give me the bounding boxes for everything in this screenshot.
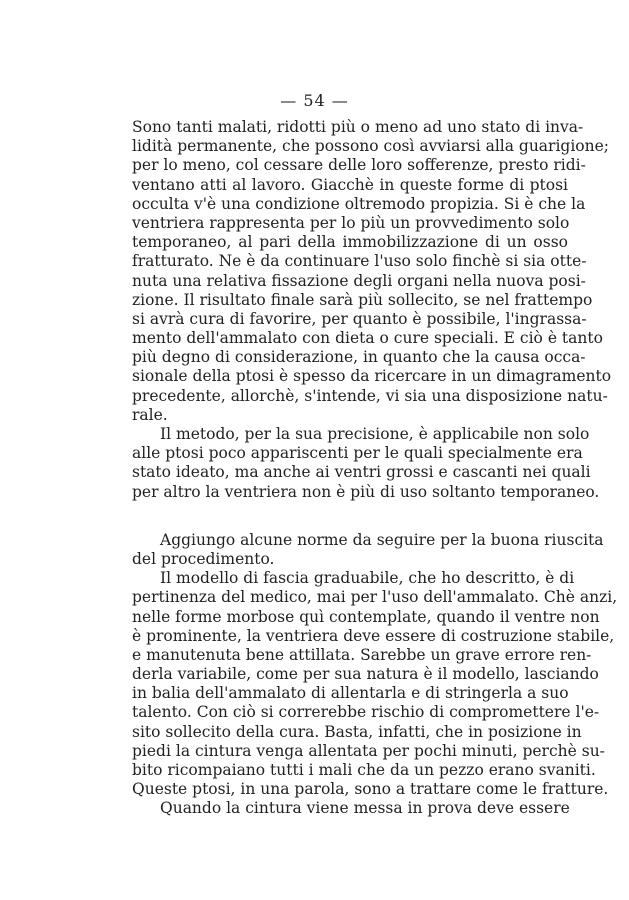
- text-line: ventriera rappresenta per lo più un provvedimento solo: [132, 213, 570, 232]
- text-line: alle ptosi poco appariscenti per le quali specialmente era: [132, 444, 583, 463]
- paragraph: [132, 530, 604, 569]
- text-line: più degno di considerazione, in quanto che la causa occa-: [132, 348, 586, 367]
- text-line: Quando la cintura viene messa in prova deve essere: [160, 799, 570, 818]
- text-line: si avrà cura di favorire, per quanto è possibile, l'ingrassa-: [132, 309, 587, 328]
- paragraph: [132, 799, 568, 818]
- text-line: mento dell'ammalato con dieta o cure speciali. E ciò è tanto: [132, 329, 603, 348]
- text-line: temporaneo, al pari della immobilizzazione di un osso: [132, 233, 568, 252]
- text-line: rale.: [132, 405, 168, 424]
- text-line: Il metodo, per la sua precisione, è applicabile non solo: [160, 425, 590, 443]
- page-number-header: — 54 —: [280, 91, 349, 110]
- text-line: per lo meno, col cessare delle loro sofferenze, presto ridi-: [132, 156, 586, 175]
- text-line: e manutenuta bene attillata. Sarebbe un grave errore ren-: [132, 645, 592, 664]
- paragraph: [132, 118, 612, 425]
- text-line: nelle forme morbose quì contemplate, quando il ventre non: [132, 607, 600, 626]
- text-line: lidità permanente, che possono così avviarsi alla guarigione;: [132, 137, 610, 156]
- text-line: bito ricompaiano tutti i mali che da un pezzo erano svaniti.: [132, 761, 596, 779]
- text-line: piedi la cintura venga allentata per pochi minuti, perchè su-: [132, 741, 605, 760]
- text-line: nuta una relativa fissazione degli organi nella nuova posi-: [132, 271, 586, 290]
- text-line: stato ideato, ma anche ai ventri grossi e cascanti nei quali: [132, 463, 591, 482]
- text-line: è prominente, la ventriera deve essere di costruzione stabile,: [132, 626, 615, 645]
- section-break: [132, 502, 568, 531]
- text-line: Queste ptosi, in una parola, sono a trattare come le fratture.: [132, 780, 609, 799]
- text-line: per altro la ventriera non è più di uso soltanto temporaneo.: [132, 482, 600, 501]
- text-line: sito sollecito della cura. Basta, infatti, che in posizione in: [132, 722, 582, 741]
- text-line: Il modello di fascia graduabile, che ho descritto, è di: [160, 569, 575, 588]
- text-line: del procedimento.: [132, 549, 275, 568]
- text-line: ventano atti al lavoro. Giacchè in queste forme di ptosi: [132, 175, 568, 194]
- text-line: occulta v'è una condizione oltremodo propizia. Si è che la: [132, 194, 586, 213]
- text-line: derla variabile, come per sua natura è il modello, lasciando: [132, 665, 599, 684]
- text-line: talento. Con ciò si correrebbe rischio di compromettere l'e-: [132, 703, 600, 722]
- paragraph: [132, 569, 618, 799]
- text-line: in balia dell'ammalato di allentarla e di stringerla a suo: [132, 684, 569, 703]
- text-line: sionale della ptosi è spesso da ricercare in un dimagramento: [132, 367, 612, 386]
- text-line: zione. Il risultato finale sarà più sollecito, se nel frattempo: [132, 290, 593, 309]
- text-line: Aggiungo alcune norme da seguire per la buona riuscita: [160, 530, 604, 549]
- text-line: fratturato. Ne è da continuare l'uso solo finchè si sia otte-: [132, 252, 587, 271]
- text-line: pertinenza del medico, mai per l'uso dell'ammalato. Chè anzi,: [132, 588, 618, 607]
- text-line: precedente, allorchè, s'intende, vi sia una disposizione natu-: [132, 386, 608, 405]
- text-line: Sono tanti malati, ridotti più o meno ad uno stato di inva-: [132, 118, 584, 136]
- paragraph: [132, 425, 600, 502]
- body-text: [132, 118, 618, 819]
